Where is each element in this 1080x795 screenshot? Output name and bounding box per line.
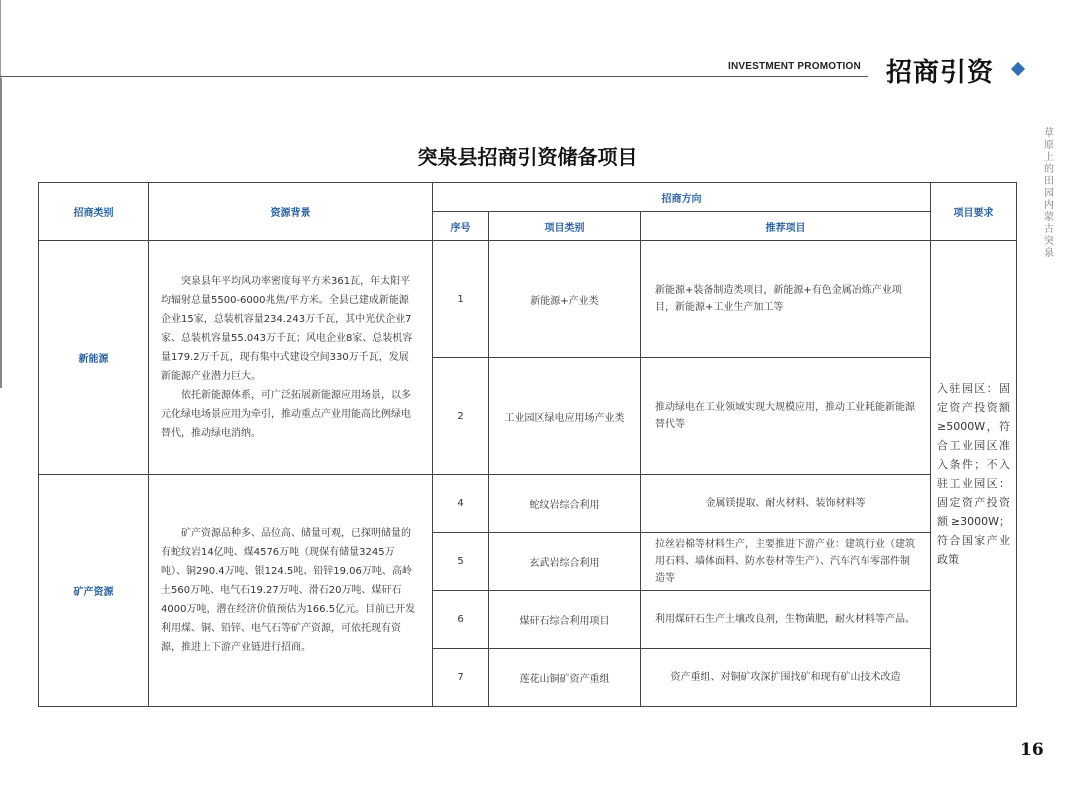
diamond-icon <box>1011 62 1025 76</box>
recommended-cell: 推动绿电在工业领域实现大规模应用，推动工业耗能新能源替代等 <box>641 358 931 475</box>
seq-cell: 1 <box>433 241 489 358</box>
projects-table <box>38 182 1017 707</box>
seq-cell: 4 <box>433 475 489 533</box>
background-paragraph: 依托新能源体系，可广泛拓展新能源应用场景，以多元化绿电场景应用为牵引，推动重点产业用能高比例绿电替代，推动绿电消纳。 <box>161 390 411 439</box>
recommended-cell: 拉丝岩棉等材料生产，主要推进下游产业：建筑行业（建筑用石料、墙体面料、防水卷材等生产）、汽车汽车零部件制造等 <box>641 533 931 591</box>
header-chinese: 招商引资 <box>886 58 995 88</box>
seq-cell: 7 <box>433 649 489 707</box>
recommended-cell: 金属镁提取、耐火材料、装饰材料等 <box>641 475 931 533</box>
background-paragraph: 突泉县年平均风功率密度每平方米361瓦，年太阳平均辐射总量5500-6000兆焦/平方米。全县已建成新能源企业15家，总装机容量234.243万千瓦，其中光伏企业7家、总装机容量55.043万千瓦；风电企业8家、总装机容量179.2万千瓦，现有集中式建设空间330万千瓦，发展新能源产业潜力巨大。 <box>161 276 413 382</box>
background-new-energy <box>149 241 433 475</box>
seq-cell: 2 <box>433 358 489 475</box>
side-vertical-text: 草原上的田园 内蒙古突泉 <box>1044 128 1054 259</box>
page-number: 16 <box>1020 740 1044 760</box>
top-left-vertical-rule <box>0 0 1 78</box>
left-edge-rule <box>0 78 2 388</box>
project-type-cell: 煤矸石综合利用项目 <box>489 591 641 649</box>
header-rule <box>0 76 868 77</box>
header-project-type: 项目类别 <box>489 212 641 241</box>
table-row <box>39 475 1017 533</box>
category-mineral: 矿产资源 <box>39 475 149 707</box>
project-type-cell: 蛇纹岩综合利用 <box>489 475 641 533</box>
requirement-cell: 入驻园区：固定资产投资额≥5000W，符合工业园区准入条件；不入驻工业园区：固定资产投资额≥3000W；符合国家产业政策 <box>931 241 1017 707</box>
header-category: 招商类别 <box>39 183 149 241</box>
seq-cell: 6 <box>433 591 489 649</box>
seq-cell: 5 <box>433 533 489 591</box>
header-english: INVESTMENT PROMOTION <box>728 61 861 72</box>
header-seq: 序号 <box>433 212 489 241</box>
recommended-cell: 新能源+装备制造类项目，新能源+有色金属冶炼产业项目，新能源+工业生产加工等 <box>641 241 931 358</box>
background-paragraph: 矿产资源品种多、品位高、储量可观，已探明储量的有蛇纹岩14亿吨、煤4576万吨（现保有储量3245万吨）、铜290.4万吨、银124.5吨、铅锌19.06万吨、高岭土560万吨、电气石19.27万吨、滑石20万吨、煤矸石4000万吨，潜在经济价值预估为166.5亿元。目前已开发利用煤、铜、铅锌、电气石等矿产资源，可依托现有资源，推进上下游产业链进行招商。 <box>161 528 416 653</box>
recommended-cell: 利用煤矸石生产土壤改良剂，生物菌肥，耐火材料等产品。 <box>641 591 931 649</box>
page-title: 突泉县招商引资储备项目 <box>417 145 638 169</box>
header-direction: 招商方向 <box>433 183 931 212</box>
project-type-cell: 新能源+产业类 <box>489 241 641 358</box>
header-recommended: 推荐项目 <box>641 212 931 241</box>
table-row <box>39 241 1017 358</box>
header-requirement: 项目要求 <box>931 183 1017 241</box>
project-type-cell: 莲花山铜矿资产重组 <box>489 649 641 707</box>
category-new-energy: 新能源 <box>39 241 149 475</box>
header-background: 资源背景 <box>149 183 433 241</box>
background-mineral <box>149 475 433 707</box>
recommended-cell: 资产重组、对铜矿攻深扩围找矿和现有矿山技术改造 <box>641 649 931 707</box>
project-type-cell: 玄武岩综合利用 <box>489 533 641 591</box>
header-row-1 <box>39 183 1017 212</box>
project-type-cell: 工业园区绿电应用场产业类 <box>489 358 641 475</box>
